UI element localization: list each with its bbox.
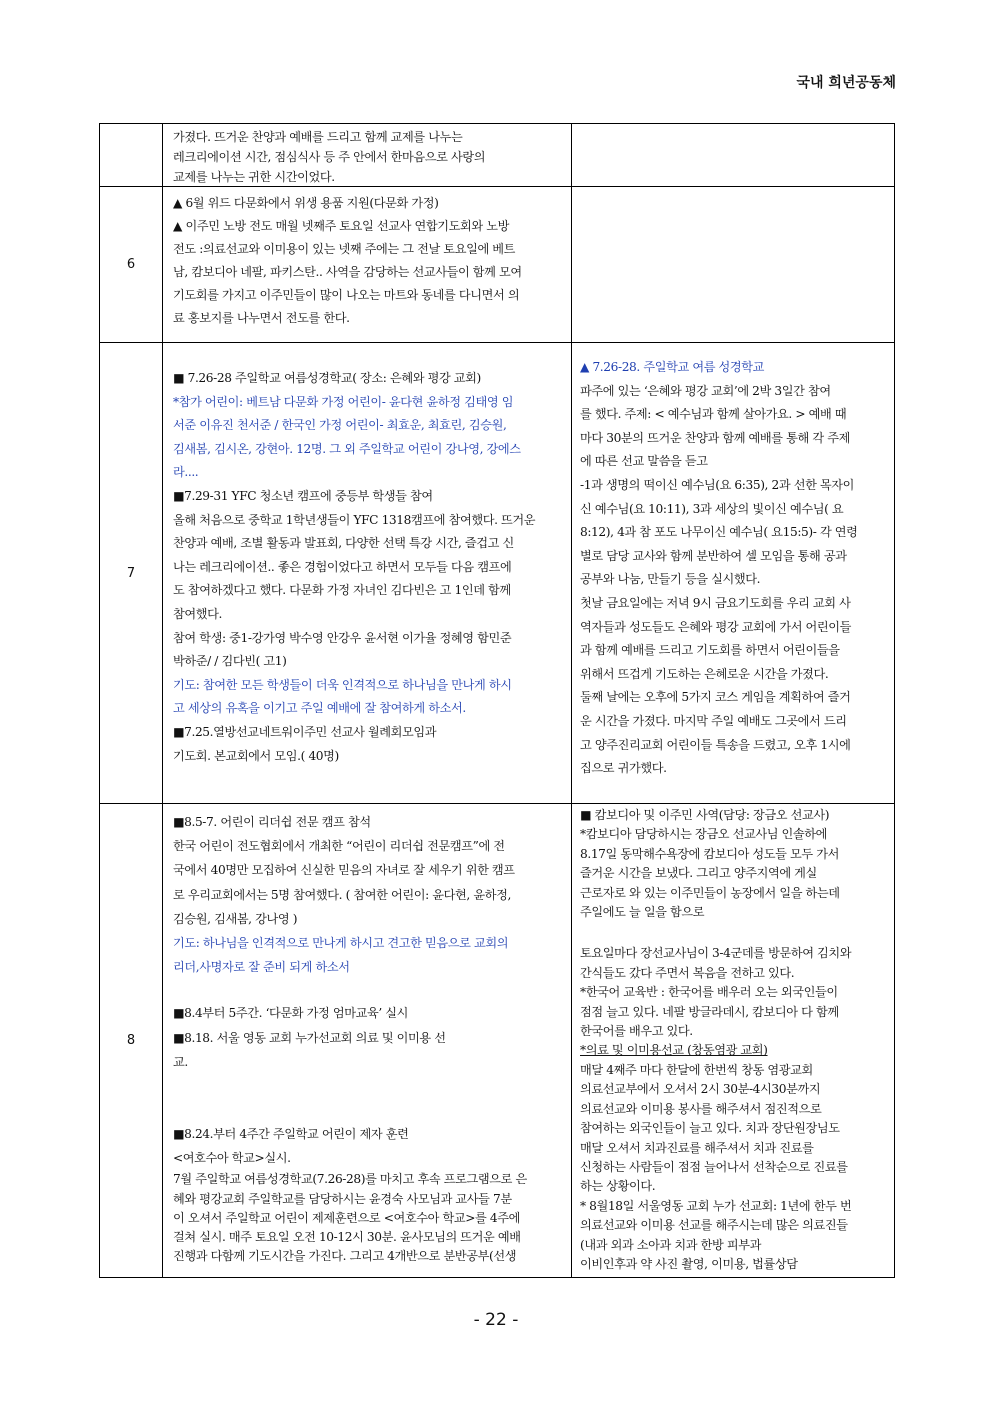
row-content-right — [572, 187, 895, 343]
row-content-right — [572, 343, 894, 803]
text-line: *캄보디아 담당하시는 장금오 선교사님 인솔하에 — [580, 827, 828, 842]
text-line: *한국어 교육반 : 한국어를 배우러 오는 외국인들이 — [580, 985, 838, 1000]
text-line: 첫날 금요일에는 저녁 9시 금요기도회를 우리 교회 사 — [580, 595, 851, 610]
text-line: ■ 캄보디아 및 이주민 사역(담당: 장금오 선교사) — [580, 808, 830, 822]
text-line: 혜와 평강교회 주일학교를 담당하시는 윤경숙 사모님과 교사들 7분 — [173, 1191, 512, 1206]
text-line: ■7.29-31 YFC 청소년 캠프에 중등부 학생들 참여 — [173, 488, 433, 503]
text-line: 전도 :의료선교와 이미용이 있는 넷째 주에는 그 전날 토요일에 베트 — [173, 242, 516, 256]
text-line: ■8.24.부터 4주간 주일학교 어린이 제자 훈련 — [173, 1127, 409, 1142]
text-line: 김새봄, 김시온, 강현아. 12명. 그 외 주일학교 어린이 강나영, 강에스 — [173, 441, 521, 456]
text-line: 로 우리교회에서는 5명 참여했다. ( 참여한 어린이: 윤다현, 윤하정, — [173, 887, 511, 902]
text-line: 8:12), 4과 참 포도 나무이신 예수님( 요15:5)- 각 연령 — [580, 525, 858, 540]
text-line: 매달 4째주 마다 한달에 한번씩 창동 염광교회 — [580, 1062, 813, 1077]
text-line: 레크리에이션 시간, 점심식사 등 주 안에서 한마음으로 사랑의 — [173, 150, 486, 164]
text-line: ▲ 6월 위드 다문화에서 위생 용품 지원(다문화 가정) — [173, 196, 439, 210]
text-line: 신 예수님(요 10:11), 3과 세상의 빛이신 예수님( 요 — [580, 501, 844, 516]
text-line: 김승원, 김새봄, 강나영 ) — [173, 911, 298, 926]
text-line: 공부와 나눔, 만들기 등을 실시했다. — [580, 572, 761, 587]
text-line: * 8월18일 서울영동 교회 누가 선교회: 1년에 한두 번 — [580, 1198, 852, 1213]
report-table — [99, 123, 895, 1278]
text-line: 8.17일 동막해수욕장에 캄보디아 성도들 모두 가서 — [580, 846, 839, 861]
text-line: 기도회를 가지고 이주민들이 많이 나오는 마트와 동네를 다니면서 의 — [173, 288, 520, 302]
text-line: 간식들도 갔다 주면서 복음을 전하고 있다. — [580, 965, 795, 980]
text-line: 매달 오셔서 치과진료를 해주셔서 치과 진료를 — [580, 1140, 814, 1155]
text-line: 참여하는 외국인들이 늘고 있다. 치과 장단원장님도 — [580, 1121, 840, 1136]
text-line: -1과 생명의 떡이신 예수님(요 6:35), 2과 선한 목자이 — [580, 477, 855, 492]
text-line: 운 시간을 가졌다. 마지막 주일 예배도 그곳에서 드리 — [580, 713, 847, 728]
text-line: ■8.18. 서울 영동 교회 누가선교회 의료 및 이미용 선 — [173, 1030, 446, 1045]
text-line: 과 함께 예배를 드리고 기도회를 하면서 어린이들을 — [580, 643, 840, 658]
text-line: 근로자로 와 있는 이주민들이 농장에서 일을 하는데 — [580, 885, 840, 900]
row-content-right — [572, 124, 895, 187]
text-line: ▲ 이주민 노방 전도 매월 넷째주 토요일 선교사 연합기도회와 노방 — [173, 219, 509, 233]
text-line: 에 따른 선교 말씀을 듣고 — [580, 454, 708, 469]
text-line: 한국 어린이 전도협회에서 개최한 “어린이 리더쉽 전문캠프”에 전 — [173, 839, 505, 854]
text-line: 료 홍보지를 나누면서 전도를 한다. — [173, 311, 350, 325]
text-line: 국에서 40명만 모집하여 신실한 믿음의 자녀로 잘 세우기 위한 캠프 — [173, 863, 515, 878]
text-line: 고 세상의 유혹을 이기고 주일 예배에 잘 참여하게 하소서. — [173, 701, 466, 716]
text-line: 즐거운 시간을 보냈다. 그리고 양주지역에 게실 — [580, 866, 817, 881]
text-line: ■ 7.26-28 주일학교 여름성경학교( 장소: 은혜와 평강 교회) — [173, 371, 481, 385]
text-line: 기도: 하나님을 인격적으로 만나게 하시고 견고한 믿음으로 교회의 — [173, 936, 509, 951]
row-number: 8 — [100, 804, 163, 1278]
table-row — [100, 187, 895, 343]
text-line: 찬양과 예배, 조별 활동과 발표회, 다양한 선택 특강 시간, 즐겁고 신 — [173, 536, 514, 551]
text-line: 토요일마다 장선교사님이 3-4군데를 방문하여 김치와 — [580, 946, 852, 961]
text-line: 이비인후과 약 사진 촬영, 이미용, 법률상담 — [580, 1256, 798, 1271]
text-line: 신청하는 사람들이 점점 늘어나서 선착순으로 진료를 — [580, 1159, 848, 1174]
row-content-left — [163, 343, 571, 803]
text-line: 걸쳐 실시. 매주 토요일 오전 10-12시 30분. 윤사모님의 뜨거운 예배 — [173, 1230, 521, 1245]
text-line: 한국어를 배우고 있다. — [580, 1024, 693, 1039]
text-line: 나는 레크리에이션.. 좋은 경험이었다고 하면서 모두들 다음 캠프에 — [173, 559, 512, 574]
text-line: 교제를 나누는 귀한 시간이었다. — [173, 170, 335, 184]
page-number: - 22 - — [473, 1310, 519, 1330]
row-number — [100, 124, 163, 187]
text-line: 마다 30분의 뜨거운 찬양과 함께 예배를 통해 각 주제 — [580, 430, 850, 445]
row-number: 6 — [100, 187, 163, 343]
text-line: 점점 늘고 있다. 네팔 방글라데시, 캄보디아 다 함께 — [580, 1004, 839, 1019]
row-content-left — [163, 804, 571, 1277]
text-line: 위해서 뜨겁게 기도하는 은혜로운 시간을 가졌다. — [580, 666, 829, 681]
text-line: 주일에도 늘 일을 함으로 — [580, 905, 705, 920]
text-line: <여호수아 학교>실시. — [173, 1151, 291, 1166]
text-line: *참가 어린이: 베트남 다문화 가정 어린이- 윤다현 윤하정 김태영 임 — [173, 394, 514, 409]
text-line: 라.... — [173, 465, 199, 480]
running-header: 국내 희년공동체 — [796, 75, 896, 91]
text-line: 를 했다. 주제: < 예수님과 함께 살아가요. > 예배 때 — [580, 407, 847, 422]
text-line: 파주에 있는 ‘은혜와 평강 교회’에 2박 3일간 참여 — [580, 383, 831, 398]
text-line: 별로 담당 교사와 함께 분반하여 셀 모임을 통해 공과 — [580, 548, 847, 563]
text-line: 리더,사명자로 잘 준비 되게 하소서 — [173, 960, 350, 975]
text-line: ■8.5-7. 어린이 리더쉽 전문 캠프 참석 — [173, 815, 371, 829]
row-number: 7 — [100, 343, 163, 804]
text-line: 참여했다. — [173, 606, 222, 621]
text-line: 박하준/ / 김다빈( 고1) — [173, 654, 287, 669]
text-line: 기도: 참여한 모든 학생들이 더욱 인격적으로 하나님을 만나게 하시 — [173, 677, 512, 692]
table-row — [100, 804, 895, 1278]
text-line: 하는 상황이다. — [580, 1179, 656, 1194]
text-line: 집으로 귀가했다. — [580, 761, 667, 776]
table-row — [100, 124, 895, 187]
text-line: 역자들과 성도들도 은혜와 평강 교회에 가서 어린이들 — [580, 619, 852, 634]
text-line: 남, 캄보디아 네팔, 파키스탄.. 사역을 감당하는 선교사들이 함께 모여 — [173, 265, 522, 279]
text-line: ▲ 7.26-28. 주일학교 여름 성경학교 — [580, 360, 765, 374]
text-line: 둘째 날에는 오후에 5가지 코스 게임을 계획하여 즐거 — [580, 690, 851, 705]
text-line: 서준 이유진 천서준 / 한국인 가정 어린이- 최효운, 최효린, 김승원, — [173, 418, 507, 433]
text-line: 교. — [173, 1054, 188, 1069]
row-content-left — [163, 124, 571, 186]
row-content-left — [163, 187, 571, 342]
text-line: 의료선교와 이미용 봉사를 해주셔서 점진적으로 — [580, 1101, 822, 1116]
text-line: *의료 및 이미용선교 (창동염광 교회) — [580, 1043, 768, 1058]
table-row — [100, 343, 895, 804]
row-content-right — [572, 804, 894, 1277]
text-line: 가졌다. 뜨거운 찬양과 예배를 드리고 함께 교제를 나누는 — [173, 130, 463, 144]
text-line: 참여 학생: 중1-강가영 박수영 안강우 윤서현 이가율 정혜영 함민준 — [173, 630, 512, 645]
text-line: 이 오셔서 주일학교 어린이 제제훈련으로 <여호수아 학교>를 4주에 — [173, 1210, 520, 1225]
text-line: 올해 처음으로 중학교 1학년생들이 YFC 1318캠프에 참여했다. 뜨거운 — [173, 512, 536, 527]
text-line: ■8.4부터 5주간. ‘다문화 가정 엄마교육’ 실시 — [173, 1006, 409, 1021]
text-line: 고 양주진리교회 어린이들 특송을 드렸고, 오후 1시에 — [580, 737, 851, 752]
text-line: ■7.25.열방선교네트워이주민 선교사 월례회모임과 — [173, 724, 437, 739]
text-line: 7월 주일학교 여름성경학교(7.26-28)를 마치고 후속 프로그램으로 은 — [173, 1172, 527, 1187]
text-line: 의료선교와 이미용 선교를 해주시는데 많은 의료진들 — [580, 1218, 848, 1233]
text-line: 도 참여하겠다고 했다. 다문화 가정 자녀인 김다빈은 고 1인데 함께 — [173, 583, 511, 598]
text-line: 기도회. 본교회에서 모임.( 40명) — [173, 748, 339, 763]
text-line: 의료선교부에서 오셔서 2시 30분-4시30분까지 — [580, 1082, 821, 1097]
text-line: 진행과 다함께 기도시간을 가진다. 그리고 4개반으로 분반공부(선생 — [173, 1249, 517, 1264]
text-line: (내과 외과 소아과 치과 한방 피부과 — [580, 1237, 761, 1252]
